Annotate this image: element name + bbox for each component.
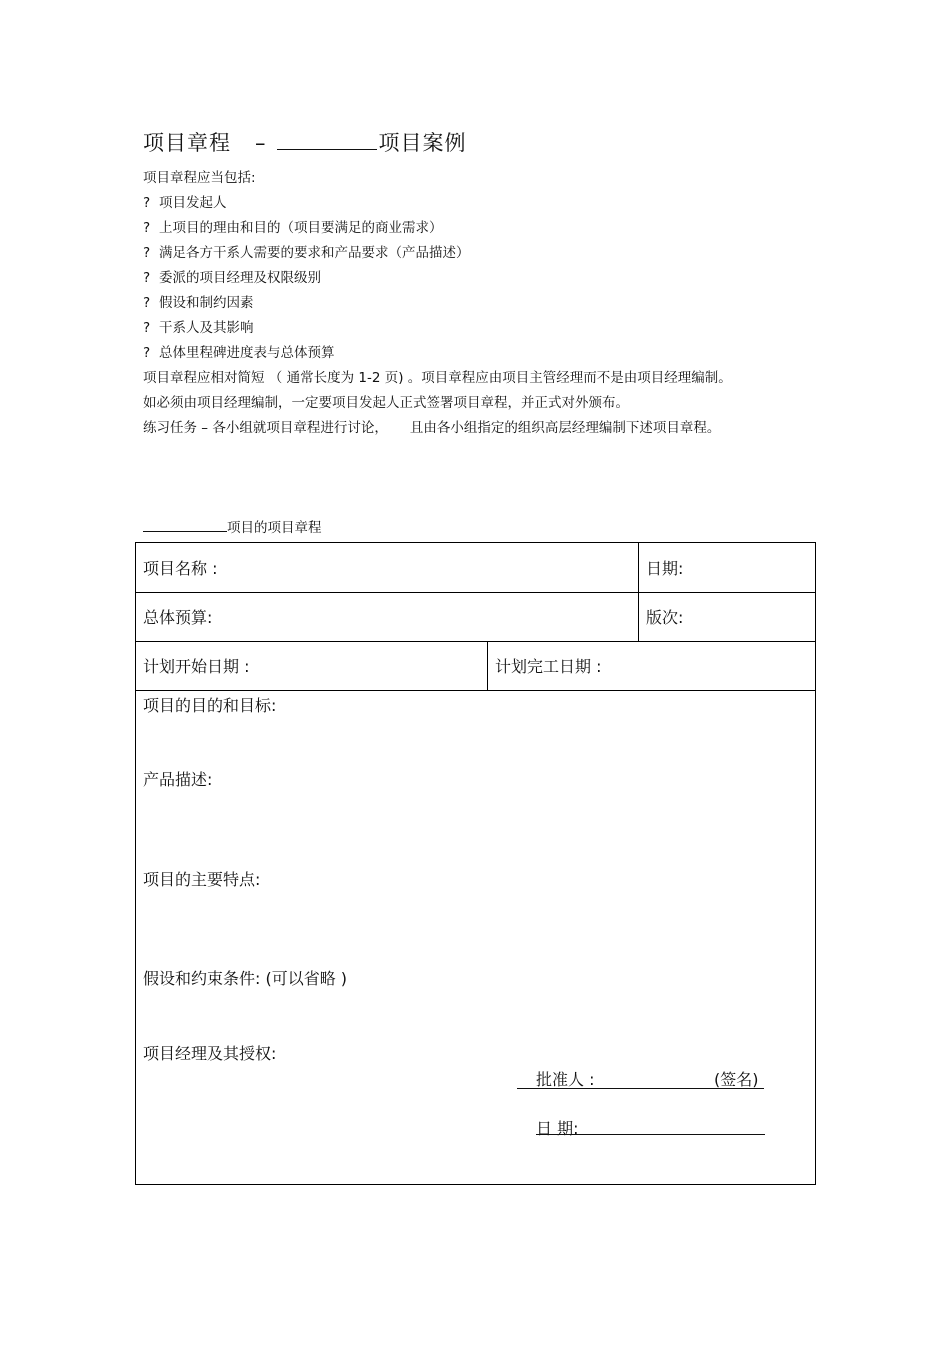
bullet-item: ? 满足各方干系人需要的要求和产品要求（产品描述） <box>143 245 470 261</box>
charter-form-table <box>135 542 816 1185</box>
bullet-item: ? 干系人及其影响 <box>143 320 254 336</box>
approver-label: 批准人 : <box>536 1070 595 1089</box>
title-blank-line <box>277 131 377 150</box>
row-name-date <box>136 543 815 593</box>
approve-date-line[interactable] <box>536 1134 765 1135</box>
bullet-item: ? 委派的项目经理及权限级别 <box>143 270 321 286</box>
pm-authority-label: 项目经理及其授权: <box>143 1044 277 1063</box>
planned-start-field[interactable] <box>136 641 488 690</box>
bullet-item: ? 总体里程碑进度表与总体预算 <box>143 345 335 361</box>
planned-start-label: 计划开始日期 : <box>143 657 250 676</box>
bullet-item: ? 项目发起人 <box>143 195 227 211</box>
intro-lead: 项目章程应当包括: <box>143 170 256 186</box>
row-schedule <box>136 641 815 691</box>
date-field[interactable] <box>639 543 815 592</box>
version-label: 版次: <box>646 608 684 627</box>
length-paragraph: 项目章程应相对简短 （ 通常长度为 1-2 页) 。项目章程应由项目主管经理而不是由项目经理编制。 <box>143 370 732 386</box>
planned-end-label: 计划完工日期 : <box>495 657 602 676</box>
title-dash: – <box>255 131 267 155</box>
document-title <box>143 127 467 157</box>
bullet-item: ? 上项目的理由和目的（项目要满足的商业需求） <box>143 220 443 236</box>
form-subtitle: 项目的项目章程 <box>143 516 322 536</box>
row-budget-version <box>136 592 815 642</box>
product-desc-label: 产品描述: <box>143 770 213 789</box>
version-field[interactable] <box>639 592 815 641</box>
signing-paragraph: 如必须由项目经理编制，一定要项目发起人正式签署项目章程，并正式对外颁布。 <box>143 395 629 411</box>
exercise-paragraph: 练习任务 – 各小组就项目章程进行讨论， 且由各小组指定的组织高层经理编制下述项目章程。 <box>143 420 721 436</box>
project-name-field[interactable] <box>136 543 639 592</box>
planned-end-field[interactable] <box>488 641 815 690</box>
assumptions-label: 假设和约束条件: (可以省略 ) <box>143 969 348 988</box>
features-label: 项目的主要特点: <box>143 870 261 889</box>
intro-text <box>143 166 783 441</box>
project-name-label: 项目名称 : <box>143 559 218 578</box>
bullet-item: ? 假设和制约因素 <box>143 295 254 311</box>
title-suffix: 项目案例 <box>378 131 467 155</box>
approver-signature-line[interactable] <box>517 1088 764 1089</box>
signature-label: (签名) <box>714 1070 759 1089</box>
approve-date-label: 日 期: <box>536 1119 579 1138</box>
goals-label: 项目的目的和目标: <box>143 696 277 715</box>
subtitle-blank-line <box>143 519 227 532</box>
date-label: 日期: <box>646 559 684 578</box>
budget-label: 总体预算: <box>143 608 213 627</box>
title-prefix: 项目章程 <box>143 131 231 155</box>
budget-field[interactable] <box>136 592 639 641</box>
